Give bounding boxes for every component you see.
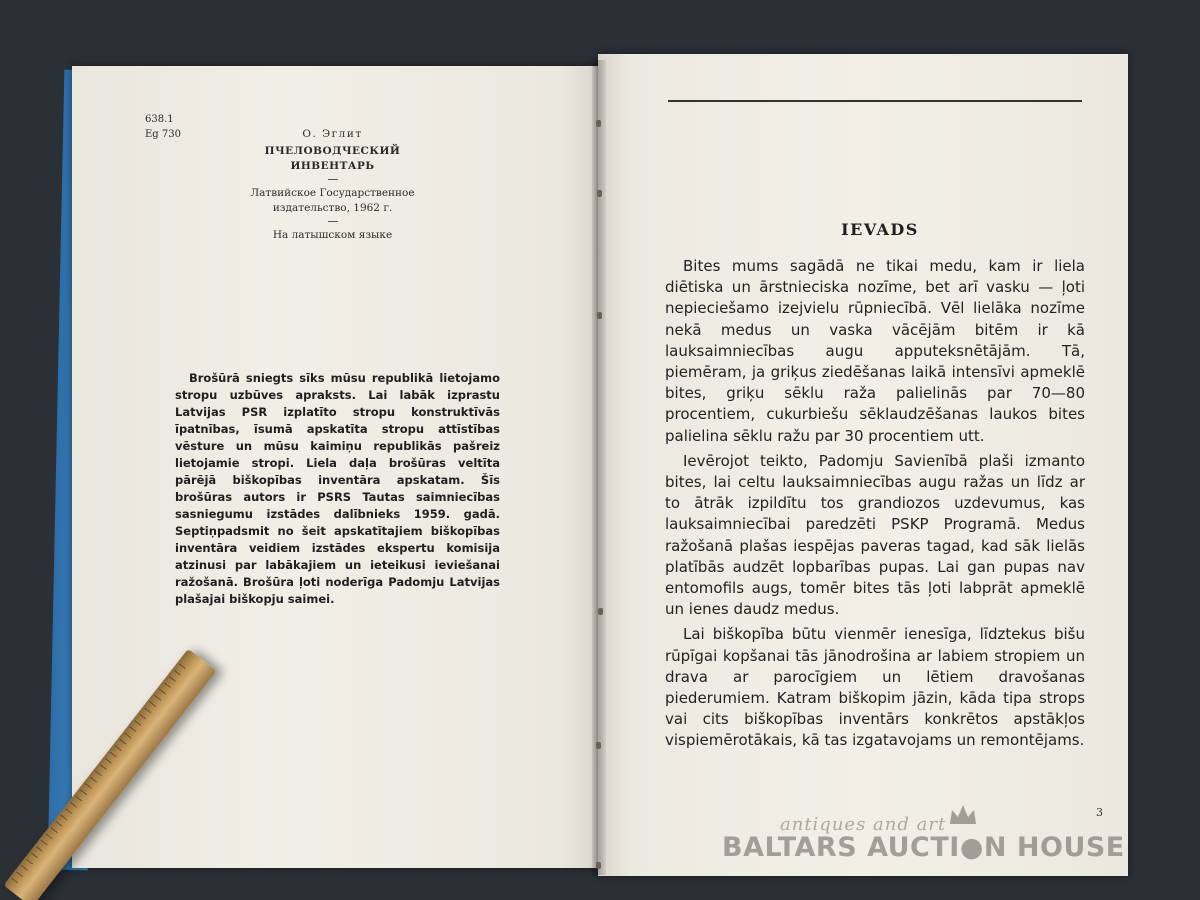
divider: [328, 179, 338, 180]
imprint-publisher: Латвийское Государственное издательство, 1962 г.: [250, 187, 415, 214]
russian-imprint: [225, 127, 440, 243]
catalog-number: [145, 112, 181, 142]
imprint-title: ПЧЕЛОВОДЧЕСКИЙ ИНВЕНТАРЬ: [264, 145, 401, 172]
divider: [328, 221, 338, 222]
binding-stitch: [596, 862, 601, 869]
header-rule: [668, 100, 1082, 102]
catalog-code: 638.1: [145, 114, 174, 125]
binding-stitch: [597, 190, 602, 197]
watermark-logo: BALTARS AUCTI●N HOUSE: [722, 832, 1125, 863]
imprint-language: На латышском языке: [272, 229, 393, 241]
body-paragraph: Lai biškopība būtu vienmēr ienesīga, līdztekus bišu rūpīgai kopšanai tās jānodrošina ar labiem stropiem un drava ar parocīgiem un lētiem dravošanas piederumiem. Katram biškopim jāzin, kāda tipa strops vai cits biškopības inventārs konkrētos apstākļos vispiemērotākais, kā tas izgatavojams un remontējams.: [665, 625, 1085, 750]
binding-stitch: [596, 742, 601, 749]
body-paragraph: Ievērojot teikto, Padomju Savienībā plaši izmanto bites, lai celtu lauksaimniecības augu ražas un līdz ar to ātrāk izpildītu tos grandiozos uzdevumus, kas lauksaimniecībai paredzēti PSKP Programā. Medus ražošanā plašas iespējas paveras tagad, kad sāk lielās platībās audzēt lopbarības pupas. Lai gan pupas nav entomofils augs, tomēr bites tās ļoti labprāt apmeklē un ienes daudz medus.: [665, 451, 1085, 619]
page-number: 3: [1096, 806, 1103, 819]
binding-stitch: [598, 608, 603, 615]
book-gutter: [592, 60, 606, 875]
crown-icon: [948, 802, 978, 828]
chapter-heading: IEVADS: [841, 220, 919, 239]
catalog-shelfmark: Eg 730: [145, 129, 181, 140]
chapter-body: [665, 256, 1085, 756]
watermark-tagline: antiques and art: [780, 814, 947, 835]
binding-stitch: [597, 312, 602, 319]
binding-stitch: [596, 120, 601, 127]
body-paragraph: Bites mums sagādā ne tikai medu, kam ir liela diētiska un ārstnieciska nozīme, bet arī vasku — ļoti nepieciešamo izejvielu rūpniecībā. Vēl lielāka nozīme nekā medus un vaska vācējām bitēm ir kā lauksaimniecības augu apputeksnētājām. Tā, piemēram, ja griķus ziedēšanas laikā intensīvi apmeklē bites, griķu sēklu raža palielinās par 70—80 procentiem, cukurbiešu sēklaudzēšanas laukos bites palielina sēklu ražu par 30 procentiem utt.: [665, 257, 1085, 445]
annotation-paragraph: Brošūrā sniegts sīks mūsu republikā lietojamo stropu uzbūves apraksts. Lai labāk izprastu Latvijas PSR izplatīto stropu konstruktīvās īpatnības, īsumā apskatīta stropu attīstības vēsture un mūsu kaimiņu republikās pašreiz lietojamie stropi. Liela daļa brošūras veltīta pārējā biškopības inventāra apskatam. Šīs brošūras autors ir PSRS Tautas saimniecības sasniegumu izstādes dalībnieks 1959. gadā. Septiņpadsmit no šeit apskatītajiem biškopības inventāra veidiem izstādes ekspertu komisija atzinusi par labākajiem un ieteikusi ieviešanai ražošanā. Brošūra ļoti noderīga Padomju Latvijas plašajai biškopju saimei.: [175, 371, 500, 606]
imprint-author: О. Эглит: [302, 128, 363, 140]
